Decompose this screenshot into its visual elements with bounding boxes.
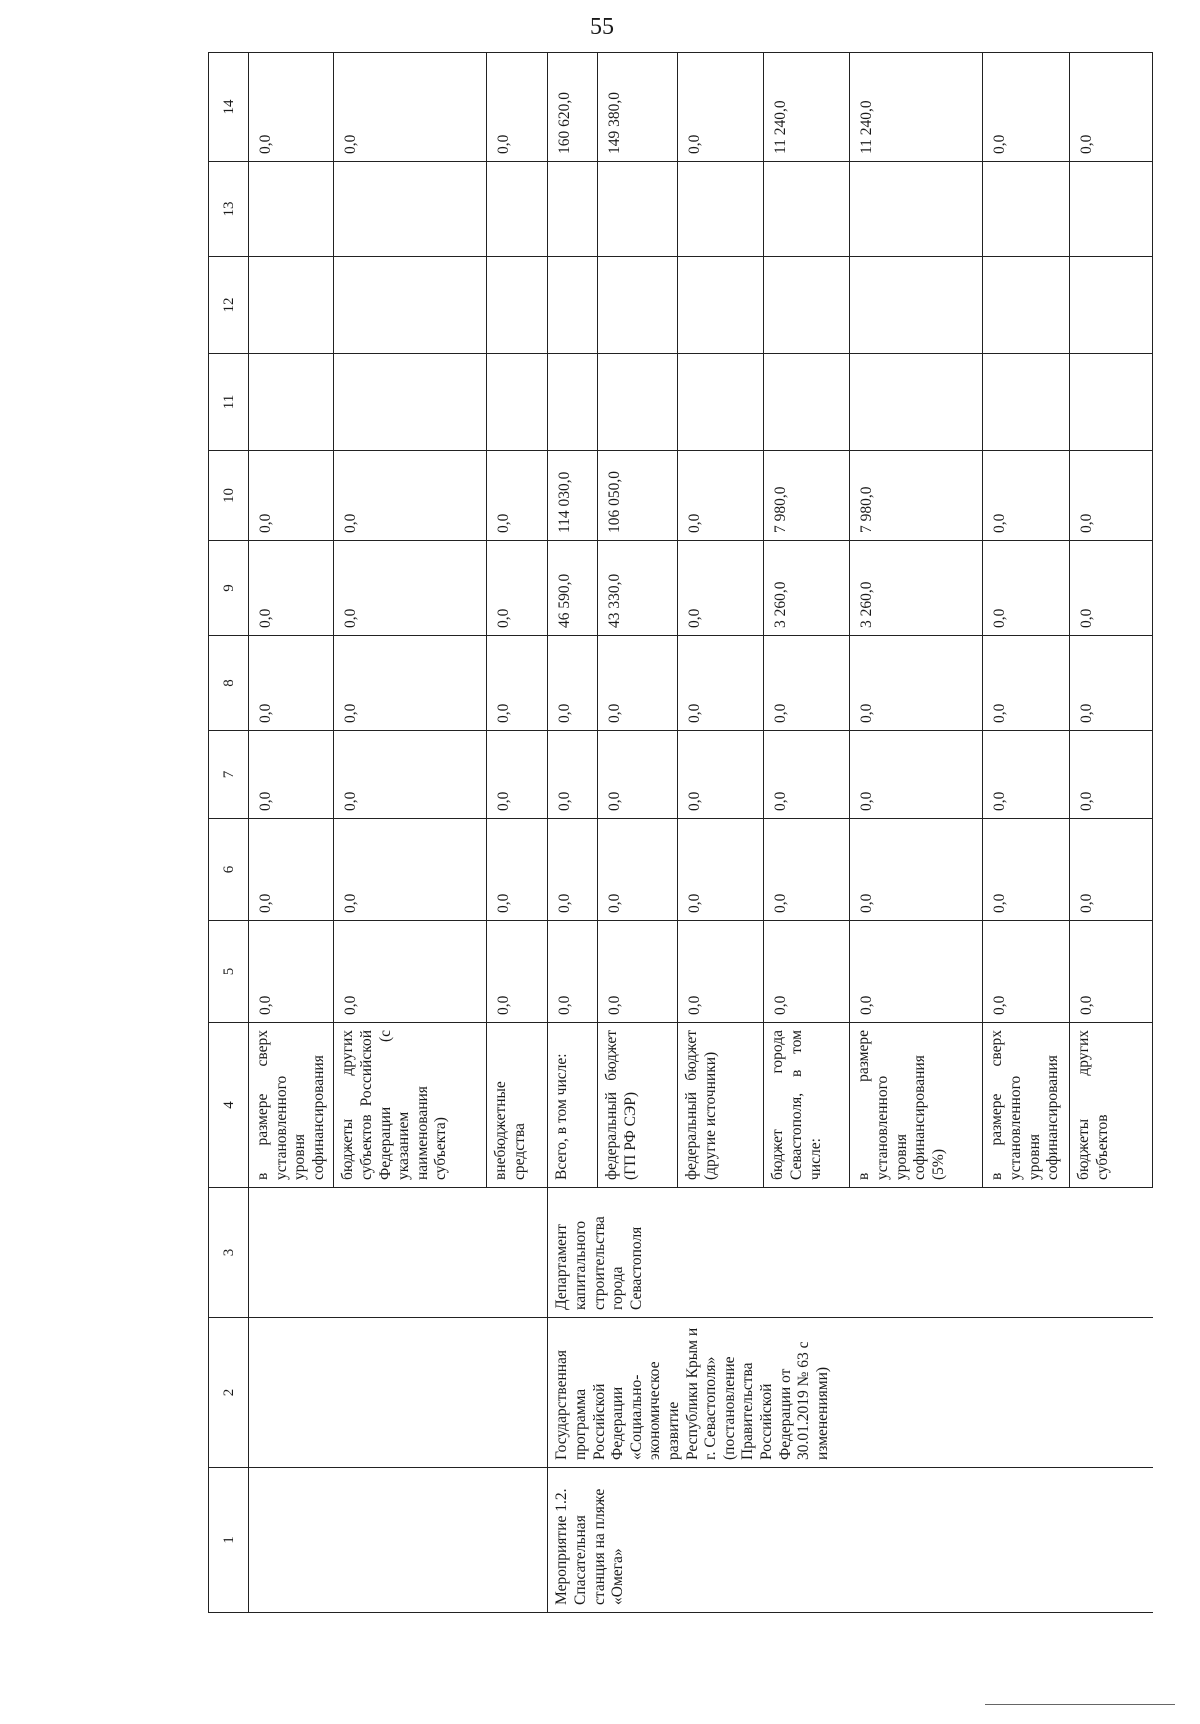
value-cell bbox=[678, 162, 764, 257]
value-cell: 0,0 bbox=[983, 921, 1070, 1023]
rotated-table-container bbox=[208, 53, 1145, 1613]
value-cell: 106 050,0 bbox=[598, 451, 678, 541]
value-cell: 0,0 bbox=[678, 731, 764, 819]
funding-source: в размере сверх установленного уровня софинансирования bbox=[249, 1023, 334, 1188]
value-cell bbox=[678, 257, 764, 354]
value-cell bbox=[764, 354, 850, 451]
value-cell: 0,0 bbox=[764, 819, 850, 921]
header-cell: 3 bbox=[209, 1188, 249, 1318]
value-cell: 160 620,0 bbox=[548, 53, 598, 162]
value-cell: 0,0 bbox=[249, 921, 334, 1023]
value-cell: 7 980,0 bbox=[850, 451, 983, 541]
header-cell: 1 bbox=[209, 1468, 249, 1613]
header-cell: 2 bbox=[209, 1318, 249, 1468]
value-cell: 0,0 bbox=[850, 731, 983, 819]
value-cell: 0,0 bbox=[487, 636, 548, 731]
value-cell: 43 330,0 bbox=[598, 541, 678, 636]
table-body bbox=[249, 53, 1153, 1613]
header-cell: 13 bbox=[209, 162, 249, 257]
header-cell: 6 bbox=[209, 819, 249, 921]
value-cell: 0,0 bbox=[487, 451, 548, 541]
value-cell bbox=[1070, 354, 1153, 451]
value-cell: 0,0 bbox=[1070, 541, 1153, 636]
value-cell bbox=[548, 257, 598, 354]
table-row bbox=[249, 53, 334, 1613]
value-cell: 0,0 bbox=[678, 541, 764, 636]
value-cell: 11 240,0 bbox=[764, 53, 850, 162]
value-cell bbox=[548, 162, 598, 257]
funding-source: федеральный бюджет (ГП РФ СЭР) bbox=[598, 1023, 678, 1188]
value-cell: 0,0 bbox=[249, 541, 334, 636]
value-cell: 0,0 bbox=[487, 819, 548, 921]
value-cell: 0,0 bbox=[1070, 53, 1153, 162]
value-cell bbox=[983, 162, 1070, 257]
value-cell: 0,0 bbox=[1070, 921, 1153, 1023]
value-cell: 0,0 bbox=[678, 921, 764, 1023]
header-cell: 7 bbox=[209, 731, 249, 819]
value-cell: 0,0 bbox=[983, 731, 1070, 819]
value-cell: 0,0 bbox=[334, 819, 487, 921]
value-cell: 0,0 bbox=[249, 53, 334, 162]
value-cell: 0,0 bbox=[334, 731, 487, 819]
header-cell: 4 bbox=[209, 1023, 249, 1188]
value-cell: 0,0 bbox=[548, 731, 598, 819]
empty-cell bbox=[249, 1188, 548, 1318]
value-cell: 0,0 bbox=[678, 636, 764, 731]
value-cell bbox=[850, 257, 983, 354]
value-cell: 0,0 bbox=[1070, 451, 1153, 541]
value-cell: 0,0 bbox=[850, 921, 983, 1023]
value-cell: 3 260,0 bbox=[764, 541, 850, 636]
header-cell: 12 bbox=[209, 257, 249, 354]
value-cell: 0,0 bbox=[334, 53, 487, 162]
value-cell: 0,0 bbox=[764, 731, 850, 819]
value-cell bbox=[249, 354, 334, 451]
value-cell: 0,0 bbox=[334, 451, 487, 541]
funding-source: Всего, в том числе: bbox=[548, 1023, 598, 1188]
value-cell bbox=[764, 257, 850, 354]
value-cell: 0,0 bbox=[487, 731, 548, 819]
funding-source: в размере сверх установленного уровня софинансирования bbox=[983, 1023, 1070, 1188]
funding-source: бюджеты других субъектов Российской Федерации (с указанием наименования субъекта) bbox=[334, 1023, 487, 1188]
value-cell: 0,0 bbox=[764, 636, 850, 731]
value-cell: 0,0 bbox=[678, 451, 764, 541]
page-number: 55 bbox=[590, 14, 614, 40]
value-cell: 3 260,0 bbox=[850, 541, 983, 636]
funding-source: в размере установленного уровня софинансирования (5%) bbox=[850, 1023, 983, 1188]
value-cell: 11 240,0 bbox=[850, 53, 983, 162]
value-cell bbox=[983, 354, 1070, 451]
value-cell bbox=[334, 162, 487, 257]
value-cell: 0,0 bbox=[249, 451, 334, 541]
value-cell bbox=[249, 162, 334, 257]
funding-source: федеральный бюджет (другие источники) bbox=[678, 1023, 764, 1188]
budget-table bbox=[208, 52, 1153, 1613]
value-cell: 0,0 bbox=[983, 53, 1070, 162]
header-cell: 5 bbox=[209, 921, 249, 1023]
header-cell: 10 bbox=[209, 451, 249, 541]
value-cell: 0,0 bbox=[678, 819, 764, 921]
value-cell: 0,0 bbox=[1070, 731, 1153, 819]
header-cell: 14 bbox=[209, 53, 249, 162]
value-cell: 0,0 bbox=[548, 636, 598, 731]
value-cell bbox=[487, 257, 548, 354]
value-cell: 0,0 bbox=[598, 636, 678, 731]
value-cell: 114 030,0 bbox=[548, 451, 598, 541]
funding-source: внебюджетные средства bbox=[487, 1023, 548, 1188]
value-cell: 0,0 bbox=[548, 921, 598, 1023]
empty-cell bbox=[249, 1318, 548, 1468]
value-cell: 0,0 bbox=[249, 636, 334, 731]
value-cell: 0,0 bbox=[678, 53, 764, 162]
value-cell: 0,0 bbox=[249, 819, 334, 921]
value-cell bbox=[983, 257, 1070, 354]
empty-cell bbox=[249, 1468, 548, 1613]
value-cell: 0,0 bbox=[850, 819, 983, 921]
value-cell bbox=[678, 354, 764, 451]
value-cell: 0,0 bbox=[764, 921, 850, 1023]
value-cell bbox=[598, 257, 678, 354]
value-cell bbox=[598, 162, 678, 257]
header-row bbox=[209, 53, 249, 1613]
value-cell: 0,0 bbox=[598, 819, 678, 921]
value-cell: 46 590,0 bbox=[548, 541, 598, 636]
value-cell: 0,0 bbox=[850, 636, 983, 731]
header-cell: 11 bbox=[209, 354, 249, 451]
value-cell: 0,0 bbox=[487, 921, 548, 1023]
value-cell bbox=[334, 257, 487, 354]
value-cell: 0,0 bbox=[334, 541, 487, 636]
executor-name: Департамент капитального строительства города Севастополя bbox=[548, 1188, 1153, 1318]
value-cell: 0,0 bbox=[598, 921, 678, 1023]
table-row bbox=[548, 53, 598, 1613]
value-cell bbox=[548, 354, 598, 451]
value-cell bbox=[850, 354, 983, 451]
value-cell: 149 380,0 bbox=[598, 53, 678, 162]
header-cell: 8 bbox=[209, 636, 249, 731]
value-cell bbox=[598, 354, 678, 451]
value-cell: 7 980,0 bbox=[764, 451, 850, 541]
value-cell bbox=[1070, 162, 1153, 257]
value-cell: 0,0 bbox=[983, 451, 1070, 541]
value-cell bbox=[249, 257, 334, 354]
value-cell bbox=[850, 162, 983, 257]
value-cell: 0,0 bbox=[487, 541, 548, 636]
value-cell: 0,0 bbox=[487, 53, 548, 162]
value-cell: 0,0 bbox=[983, 541, 1070, 636]
funding-source: бюджет города Севастополя, в том числе: bbox=[764, 1023, 850, 1188]
value-cell: 0,0 bbox=[334, 636, 487, 731]
value-cell: 0,0 bbox=[249, 731, 334, 819]
header-cell: 9 bbox=[209, 541, 249, 636]
value-cell: 0,0 bbox=[334, 921, 487, 1023]
value-cell: 0,0 bbox=[1070, 636, 1153, 731]
value-cell bbox=[334, 354, 487, 451]
value-cell: 0,0 bbox=[983, 636, 1070, 731]
value-cell: 0,0 bbox=[1070, 819, 1153, 921]
value-cell bbox=[487, 354, 548, 451]
measure-name: Мероприятие 1.2. Спасательная станция на пляже «Омега» bbox=[548, 1468, 1153, 1613]
funding-source: бюджеты других субъектов bbox=[1070, 1023, 1153, 1188]
value-cell: 0,0 bbox=[598, 731, 678, 819]
footer-rule bbox=[985, 1704, 1175, 1705]
value-cell: 0,0 bbox=[983, 819, 1070, 921]
program-name: Государственная программа Российской Федерации «Социально-экономическое развитие Республики Крым и г. Севастополя» (постановление Правительства Российской Федерации от 30.01.2019 № 63 с изменениями) bbox=[548, 1318, 1153, 1468]
value-cell bbox=[764, 162, 850, 257]
value-cell bbox=[487, 162, 548, 257]
value-cell bbox=[1070, 257, 1153, 354]
value-cell: 0,0 bbox=[548, 819, 598, 921]
